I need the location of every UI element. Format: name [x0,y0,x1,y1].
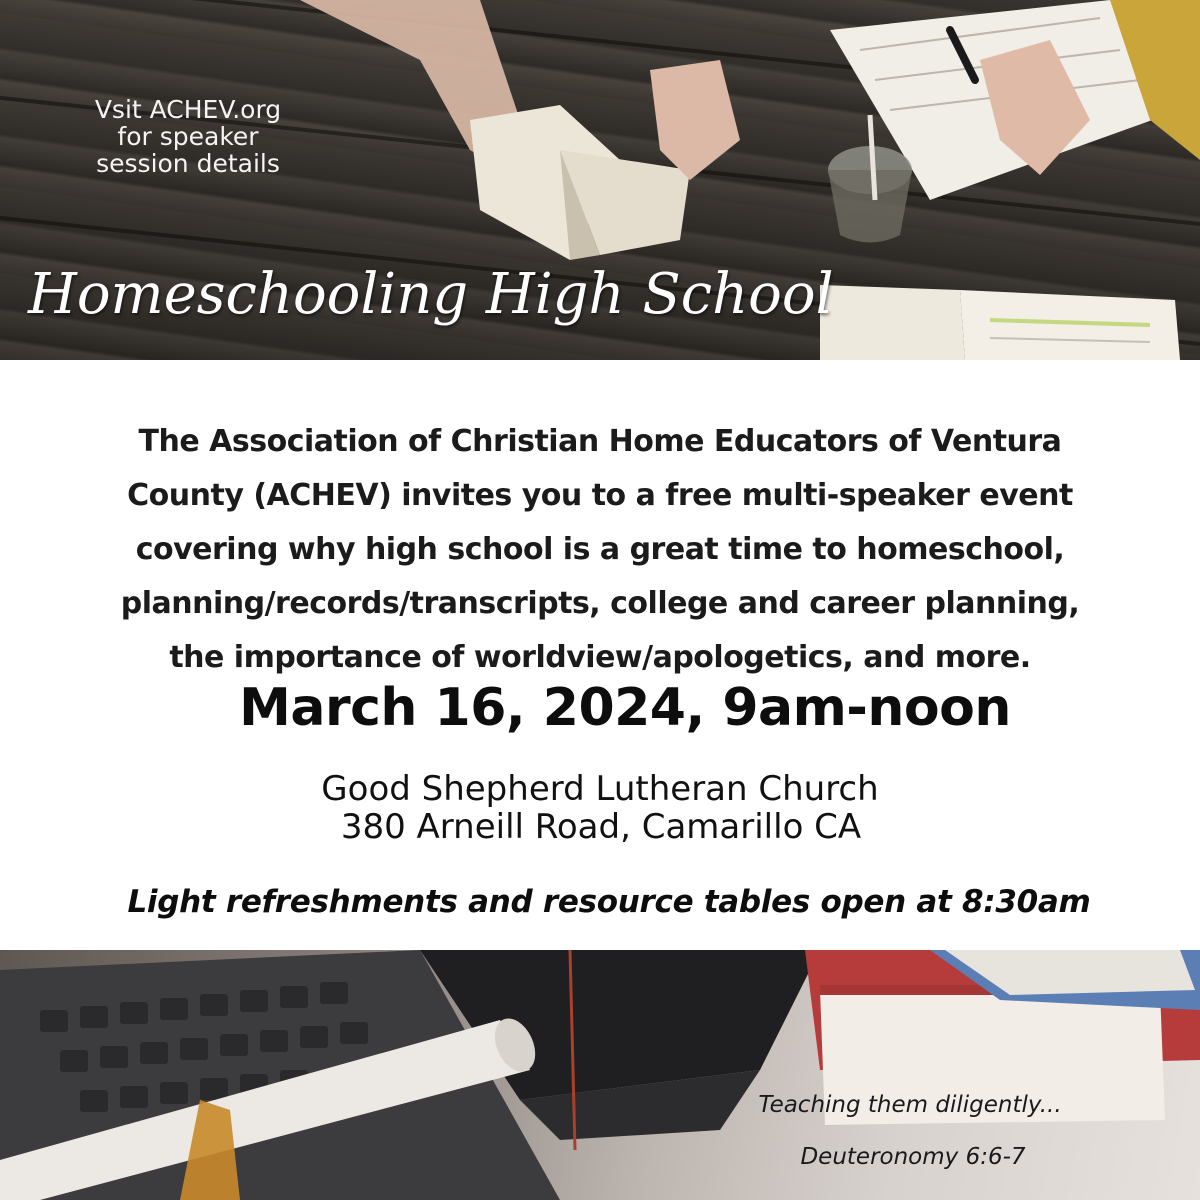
event-headline: Homeschooling High School [28,262,834,327]
venue-address: 380 Arneill Road, Camarillo CA [340,807,862,847]
verse-reference: Deuteronomy 6:6-7 [800,1144,1026,1170]
description-line: the importance of worldview/apologetics, and more. [169,640,1031,675]
visit-line: Vsit ACHEV.org [94,95,282,124]
visit-line: for speaker [117,122,259,151]
event-date-time: March 16, 2024, 9am-noon [239,678,1011,738]
header-photo [0,0,1200,360]
visit-line: session details [96,149,280,178]
verse-quote: Teaching them diligently... [758,1092,1062,1118]
event-description [30,415,1170,685]
description-line: County (ACHEV) invites you to a free multi-speaker event [127,478,1073,513]
description-line: planning/records/transcripts, college and career planning, [120,586,1080,621]
venue-name: Good Shepherd Lutheran Church [321,769,879,809]
event-venue [0,770,1200,846]
visit-website-note [58,96,318,177]
bible-verse [700,1092,1120,1170]
description-line: The Association of Christian Home Educators of Ventura [138,424,1062,459]
refreshments-note: Light refreshments and resource tables open at 8:30am [127,884,1091,920]
description-line: covering why high school is a great time to homeschool, [135,532,1065,567]
